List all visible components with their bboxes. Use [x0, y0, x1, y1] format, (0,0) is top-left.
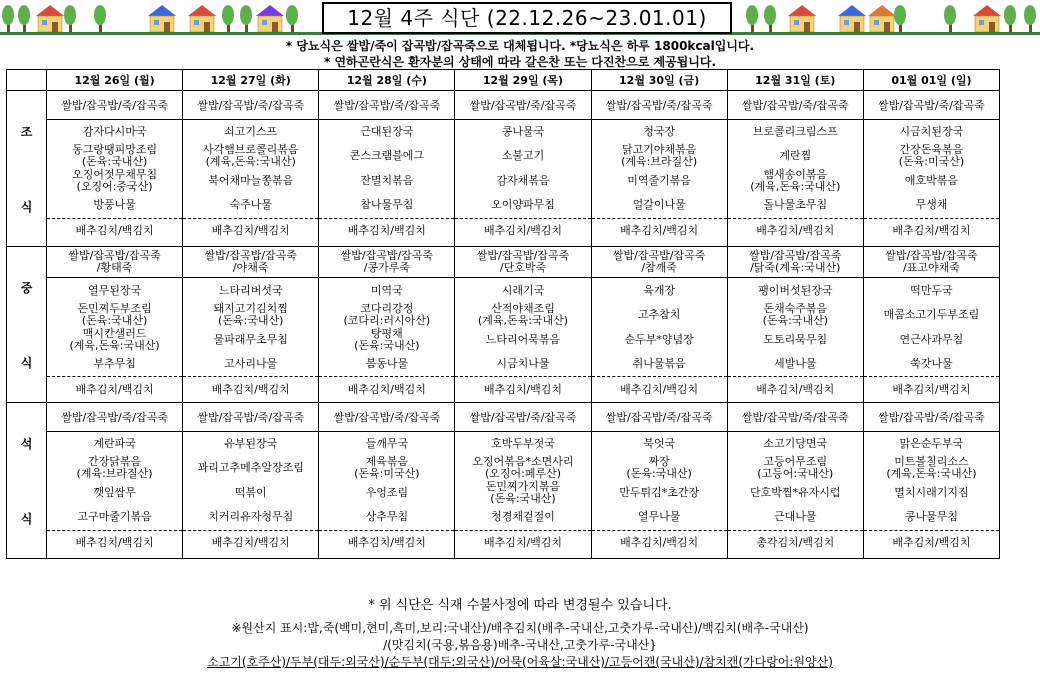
- day-menu-cell: [319, 91, 455, 247]
- menu-item-line: 쌀밥/잡곡밥/잡곡죽: [612, 249, 706, 263]
- day-menu-cell: [183, 91, 319, 247]
- tree-icon: [894, 5, 906, 25]
- day-menu-cell: [863, 403, 999, 559]
- house-door-icon: [52, 22, 58, 32]
- meal-label-top: 중: [20, 280, 33, 295]
- menu-item: [455, 247, 590, 278]
- menu-item: 떡볶이: [234, 485, 267, 499]
- menu-item: 느타리버섯국: [218, 283, 283, 297]
- menu-item: [319, 303, 454, 328]
- menu-item-line: (돈육:국내산): [81, 314, 148, 327]
- menu-item: 쌀밥/잡곡밥/죽/잡곡죽: [455, 406, 590, 432]
- menu-item: 열무된장국: [88, 283, 142, 297]
- menu-item: 떡만두국: [910, 283, 953, 297]
- menu-item: 세발나물: [728, 352, 863, 378]
- menu-item: 미역줄기볶음: [627, 173, 692, 187]
- house-icon: [190, 16, 214, 32]
- menu-item: 배추김치/백김치: [892, 535, 971, 549]
- day-menu-cell: [183, 403, 319, 559]
- menu-item: 고추참치: [637, 308, 681, 321]
- meal-label: [7, 247, 47, 403]
- meal-label: [7, 403, 47, 559]
- menu-item: [455, 303, 590, 328]
- menu-item-line: (계육,돈육:국내산): [205, 155, 296, 169]
- menu-item: 시금치된장국: [899, 124, 964, 138]
- menu-item-line: /표고야채죽: [903, 261, 960, 275]
- menu-item: 우엉조림: [365, 485, 409, 499]
- tree-icon: [18, 5, 30, 25]
- notice-dysphagia: * 연하곤란식은 환자분의 상태에 따라 갈은찬 또는 다진찬으로 제공됩니다.: [323, 55, 717, 69]
- menu-item-line: 동그랑땡피망조림: [72, 143, 158, 157]
- menu-item-line: 쌀밥/잡곡밥/잡곡죽: [204, 249, 297, 263]
- menu-item-line: 햄새송이볶음: [763, 167, 828, 181]
- meal-label-bottom: 식: [20, 511, 33, 526]
- house-door-icon: [204, 22, 210, 32]
- meal-label-bottom: 식: [20, 199, 33, 214]
- house-door-icon: [884, 22, 890, 32]
- menu-item-line: 닭고기야채볶음: [621, 143, 697, 157]
- menu-item: 매콤소고기두부조림: [883, 308, 980, 321]
- house-roof-icon: [838, 5, 866, 16]
- menu-item: 애호박볶음: [904, 173, 958, 187]
- menu-item: 만두튀김*초간장: [619, 485, 700, 499]
- menu-item: 배추김치/백김치: [483, 223, 563, 237]
- menu-item-line: (계육:브라질산): [76, 467, 153, 481]
- menu-item: 상추무침: [319, 505, 454, 531]
- menu-item: 열무나물: [592, 505, 727, 531]
- menu-item: 시래기국: [501, 283, 545, 297]
- day-menu-cell: [727, 247, 863, 403]
- menu-item: [47, 144, 182, 169]
- tree-icon: [222, 5, 234, 25]
- menu-item: 근대나물: [728, 505, 863, 531]
- house-roof-icon: [188, 5, 216, 16]
- origin-label-line-2: /(맛김치(국용,볶음용)배추-국내산,고춧가루-국내산}: [383, 638, 657, 652]
- menu-item: 부추무침: [47, 352, 182, 378]
- meal-label-top: 조: [20, 124, 33, 139]
- menu-item: 고구마줄기볶음: [47, 505, 182, 531]
- menu-item: 맑은순두부국: [899, 436, 964, 450]
- menu-item-line: 제육볶음: [365, 455, 409, 469]
- day-menu-cell: [455, 403, 591, 559]
- house-door-icon: [854, 22, 860, 32]
- menu-item-line: 코다리강정: [360, 302, 414, 315]
- meal-row: [7, 91, 1000, 247]
- house-window-icon: [794, 20, 799, 25]
- menu-item: 쌀밥/잡곡밥/죽/잡곡죽: [47, 94, 182, 120]
- menu-item: 근대된장국: [360, 124, 414, 138]
- change-notice: * 위 식단은 식재 수불사정에 따라 변경될수 있습니다.: [368, 598, 672, 613]
- menu-item: 북엇국: [643, 436, 676, 450]
- menu-item: 쑥갓나물: [864, 352, 999, 378]
- menu-item: 무생채: [864, 193, 999, 219]
- meal-label-top: 석: [20, 436, 33, 451]
- house-icon: [38, 16, 62, 32]
- menu-item: 들깨무국: [365, 436, 409, 450]
- menu-item: 취나물볶음: [592, 352, 727, 378]
- menu-item: [47, 456, 182, 481]
- menu-item: [728, 456, 863, 481]
- corner-cell: [7, 70, 47, 91]
- menu-item-line: (계육:브라질산): [621, 155, 698, 169]
- menu-item: [728, 247, 863, 278]
- tree-icon: [64, 5, 76, 25]
- menu-item-line: 쌀밥/잡곡밥/잡곡죽: [476, 249, 570, 263]
- menu-item: 얼갈이나물: [592, 193, 727, 219]
- tree-icon: [746, 5, 758, 25]
- menu-item: 배추김치/백김치: [756, 382, 835, 396]
- menu-item: [47, 327, 182, 352]
- menu-item-line: (계육,돈육:국내산): [750, 179, 841, 193]
- house-window-icon: [42, 20, 47, 25]
- menu-item-line: (계육,돈육:국내산): [477, 314, 569, 327]
- house-door-icon: [272, 22, 278, 32]
- origin-label-line-3-text: 소고기(호주산)/두부(대두:외국산)/순두부(대두:외국산)/어묵(어육살:국내산)/고등어캔(국내산)/참치캔(가다랑어:원양산): [207, 655, 833, 669]
- menu-item: 배추김치/백김치: [347, 223, 426, 237]
- menu-item: 미역국: [370, 283, 403, 297]
- menu-item: 참나물무침: [319, 193, 454, 219]
- menu-item: [319, 327, 454, 352]
- menu-item: [592, 456, 727, 481]
- menu-item: [47, 247, 182, 278]
- menu-item: 콘스크램블에그: [349, 149, 425, 163]
- menu-item-line: /야채죽: [232, 261, 269, 275]
- menu-item-line: (계육,돈육:국내산): [886, 467, 977, 481]
- menu-item: 쌀밥/잡곡밥/죽/잡곡죽: [319, 94, 454, 120]
- day-menu-cell: [591, 91, 727, 247]
- menu-item: 배추김치/백김치: [211, 223, 290, 237]
- menu-item: 쌀밥/잡곡밥/죽/잡곡죽: [47, 406, 182, 432]
- day-menu-cell: [863, 91, 999, 247]
- menu-item: [47, 169, 182, 194]
- menu-item-line: /참깨죽: [641, 261, 677, 275]
- menu-item: 배추김치/백김치: [756, 223, 835, 237]
- meal-row: [7, 247, 1000, 403]
- menu-item-line: (오징어:중국산): [76, 179, 153, 193]
- menu-item: 콩나물국: [501, 124, 545, 138]
- menu-item: 고사리나물: [183, 352, 318, 378]
- menu-item: 배추김치/백김치: [347, 382, 426, 396]
- menu-item: 소고기당면국: [763, 436, 828, 450]
- menu-item: 쌀밥/잡곡밥/죽/잡곡죽: [592, 406, 727, 432]
- menu-item: 총각김치/백김치: [756, 535, 835, 549]
- menu-item: [319, 456, 454, 481]
- day-header-row: [7, 70, 1000, 91]
- day-menu-cell: [47, 247, 183, 403]
- menu-item: 오이양파무침: [455, 193, 590, 219]
- menu-item: 육개장: [643, 283, 676, 297]
- menu-item-line: (돈육:국내산): [354, 338, 420, 352]
- menu-item: [183, 247, 318, 278]
- house-icon: [258, 16, 282, 32]
- house-door-icon: [804, 22, 810, 32]
- menu-item-line: (돈육:국내산): [81, 155, 148, 169]
- menu-item-line: 고등어무조림: [763, 455, 828, 469]
- menu-item-line: (돈육:미국산): [898, 155, 965, 169]
- day-header: 12월 28일 (수): [319, 70, 455, 91]
- page-title: 12월 4주 식단 (22.12.26~23.01.01): [322, 2, 732, 34]
- menu-item: 청경채겉절이: [455, 505, 590, 531]
- tree-icon: [1004, 5, 1016, 25]
- menu-item-line: 쌀밥/잡곡밥/잡곡죽: [340, 249, 434, 263]
- menu-item-line: 미트볼칠리소스: [894, 455, 969, 469]
- menu-item-line: 간장돈육볶음: [899, 143, 964, 157]
- day-header: 01월 01일 (일): [863, 70, 999, 91]
- menu-item: 콩나물무침: [864, 505, 999, 531]
- day-menu-cell: [863, 247, 999, 403]
- menu-item: 시금치나물: [455, 352, 590, 378]
- menu-item: 감자채볶음: [496, 173, 550, 187]
- origin-label-line-1: ※원산지 표시:밥,죽(백미,현미,흑미,보리:국내산)/배추김치(배추-국내산,고춧가루-국내산)/백김치(배추-국내산): [231, 621, 809, 635]
- menu-item-line: 오징어젓무채무침: [72, 167, 158, 181]
- menu-item: 팽이버섯된장국: [758, 283, 833, 297]
- menu-item: 배추김치/백김치: [75, 535, 154, 549]
- menu-item: [455, 481, 590, 506]
- menu-item: 배추김치/백김치: [75, 223, 154, 237]
- day-menu-cell: [455, 91, 591, 247]
- menu-item-line: 돈민찌두부조림: [77, 302, 152, 315]
- menu-item: 쌀밥/잡곡밥/죽/잡곡죽: [864, 406, 999, 432]
- menu-item: [864, 247, 999, 278]
- menu-item-line: 산적야채조림: [491, 302, 555, 315]
- house-roof-icon: [868, 5, 896, 16]
- tree-icon: [240, 5, 252, 25]
- menu-item: 계란찜: [779, 149, 812, 163]
- day-menu-cell: [319, 403, 455, 559]
- menu-item: 쌀밥/잡곡밥/죽/잡곡죽: [728, 94, 863, 120]
- day-menu-cell: [591, 403, 727, 559]
- day-menu-cell: [455, 247, 591, 403]
- tree-icon: [94, 5, 106, 25]
- menu-item: 북어채마늘쫑볶음: [208, 173, 294, 187]
- house-roof-icon: [973, 5, 1001, 16]
- menu-item: 잔멸치볶음: [360, 173, 414, 187]
- weekly-menu-table: [6, 69, 1000, 559]
- house-door-icon: [164, 22, 170, 32]
- menu-item: [728, 169, 863, 194]
- menu-item: 배추김치/백김치: [347, 535, 426, 549]
- house-icon: [790, 16, 814, 32]
- menu-item: 감자다시마국: [82, 124, 147, 138]
- menu-item-line: (오징어:페루산): [484, 467, 562, 481]
- menu-item: 브로콜리크림스프: [752, 124, 838, 138]
- menu-item: 유부된장국: [224, 436, 278, 450]
- menu-item: 쌀밥/잡곡밥/죽/잡곡죽: [455, 94, 590, 120]
- house-roof-icon: [256, 5, 284, 16]
- menu-item: [183, 144, 318, 169]
- house-door-icon: [989, 22, 995, 32]
- house-window-icon: [262, 20, 267, 25]
- origin-label-line-3: [0, 653, 1040, 670]
- menu-item-line: (고등어:국내산): [757, 467, 834, 481]
- menu-item: 깻잎쌈무: [93, 485, 136, 499]
- menu-item: 물파래무초무침: [213, 332, 288, 346]
- menu-item: 쌀밥/잡곡밥/죽/잡곡죽: [183, 406, 318, 432]
- menu-item-line: 사각햄브로콜리볶음: [202, 143, 299, 157]
- menu-item: 숙주나물: [183, 193, 318, 219]
- menu-item: 배추김치/백김치: [483, 535, 563, 549]
- menu-item-line: (돈육:국내산): [490, 491, 556, 505]
- tree-icon: [944, 5, 956, 25]
- menu-item: 배추김치/백김치: [483, 382, 563, 396]
- menu-item: 돌나물초무침: [728, 193, 863, 219]
- menu-item: [455, 456, 590, 481]
- menu-item: 배추김치/백김치: [211, 535, 290, 549]
- menu-item-line: 맥시칸샐러드: [82, 326, 147, 340]
- menu-item-line: 쌀밥/잡곡밥/잡곡죽: [885, 249, 978, 263]
- menu-item: 치커리유자청무침: [183, 505, 318, 531]
- tree-icon: [2, 5, 14, 25]
- menu-item: [47, 303, 182, 328]
- day-menu-cell: [47, 91, 183, 247]
- house-window-icon: [979, 20, 984, 25]
- house-window-icon: [844, 20, 849, 25]
- menu-item: [183, 303, 318, 328]
- menu-item-line: 돼지고기김치찜: [213, 302, 288, 315]
- menu-item: 쌀밥/잡곡밥/죽/잡곡죽: [728, 406, 863, 432]
- menu-item: 쌀밥/잡곡밥/죽/잡곡죽: [319, 406, 454, 432]
- menu-item: 멸치시래기지짐: [894, 485, 969, 499]
- menu-item: 쌀밥/잡곡밥/죽/잡곡죽: [183, 94, 318, 120]
- day-menu-cell: [591, 247, 727, 403]
- menu-item-line: 돈채숙주볶음: [763, 302, 828, 315]
- menu-item: 꽈리고추메추알장조림: [197, 461, 304, 475]
- menu-item: [319, 247, 454, 278]
- house-icon: [840, 16, 864, 32]
- menu-item: 배추김치/백김치: [892, 382, 971, 396]
- menu-item: 청국장: [643, 124, 676, 138]
- menu-item-line: (돈육:국내산): [626, 467, 692, 481]
- house-roof-icon: [148, 5, 176, 16]
- menu-item: 배추김치/백김치: [75, 382, 154, 396]
- house-roof-icon: [788, 5, 816, 16]
- menu-item: 도토리묵무침: [763, 332, 828, 346]
- day-header: 12월 31일 (토): [727, 70, 863, 91]
- house-icon: [870, 16, 894, 32]
- menu-item: 배추김치/백김치: [892, 223, 971, 237]
- menu-item: 소불고기: [501, 149, 545, 163]
- meal-label: [7, 91, 47, 247]
- menu-item: 계란파국: [93, 436, 136, 450]
- menu-item: 느타리어묵볶음: [485, 332, 561, 346]
- menu-item-line: 오징어볶음*소면사리: [472, 455, 574, 469]
- menu-item-line: (코다리:러시아산): [343, 314, 431, 327]
- menu-item: [864, 456, 999, 481]
- menu-item: 연근사과무침: [899, 332, 964, 346]
- house-window-icon: [874, 20, 879, 25]
- day-header: 12월 27일 (화): [183, 70, 319, 91]
- menu-item: 배추김치/백김치: [620, 535, 699, 549]
- menu-item: 쌀밥/잡곡밥/죽/잡곡죽: [864, 94, 999, 120]
- day-menu-cell: [727, 91, 863, 247]
- menu-item: [592, 144, 727, 169]
- menu-item: 쇠고기스프: [224, 124, 278, 138]
- meal-row: [7, 403, 1000, 559]
- house-icon: [150, 16, 174, 32]
- menu-item: [864, 144, 999, 169]
- menu-item: 순두부*양념장: [624, 332, 694, 346]
- menu-item-line: 짜장: [648, 455, 670, 469]
- menu-item-line: /닭죽(계육:국내산): [750, 261, 841, 275]
- menu-item: [728, 303, 863, 328]
- menu-item: 단호박찜*유자시럽: [750, 485, 841, 499]
- menu-item-line: /콩가루죽: [363, 261, 410, 275]
- tree-icon: [286, 5, 298, 25]
- menu-item-line: 쌀밥/잡곡밥/잡곡죽: [68, 249, 161, 263]
- day-header: 12월 26일 (월): [47, 70, 183, 91]
- menu-item: 봄동나물: [319, 352, 454, 378]
- menu-item-line: (돈육:국내산): [218, 314, 284, 327]
- notice-diabetic: * 당뇨식은 쌀밥/죽이 잡곡밥/잡곡죽으로 대체됩니다. *당뇨식은 하루 1800kcal입니다.: [285, 39, 755, 53]
- menu-item: 호박두부젓국: [491, 436, 555, 450]
- house-icon: [975, 16, 999, 32]
- menu-item-line: /황태죽: [96, 261, 133, 275]
- day-menu-cell: [183, 247, 319, 403]
- day-header: 12월 29일 (목): [455, 70, 591, 91]
- day-menu-cell: [319, 247, 455, 403]
- menu-item-line: 탕평채: [370, 326, 403, 340]
- menu-item: 배추김치/백김치: [211, 382, 290, 396]
- house-window-icon: [194, 20, 199, 25]
- day-menu-cell: [47, 403, 183, 559]
- day-header: 12월 30일 (금): [591, 70, 727, 91]
- menu-item: 배추김치/백김치: [620, 223, 699, 237]
- day-menu-cell: [727, 403, 863, 559]
- menu-item: 쌀밥/잡곡밥/죽/잡곡죽: [592, 94, 727, 120]
- menu-item-line: 돈민찌가지볶음: [485, 479, 561, 493]
- menu-item-line: (돈육:국내산): [762, 314, 828, 327]
- house-roof-icon: [36, 5, 64, 16]
- menu-item: 배추김치/백김치: [620, 382, 699, 396]
- menu-item-line: 쌀밥/잡곡밥/잡곡죽: [749, 249, 842, 263]
- menu-item: 방풍나물: [47, 193, 182, 219]
- menu-item-line: 간장닭볶음: [88, 455, 142, 469]
- house-window-icon: [154, 20, 159, 25]
- tree-icon: [1024, 5, 1036, 25]
- menu-item-line: /단호박죽: [499, 261, 547, 275]
- menu-item-line: (돈육:미국산): [354, 467, 420, 481]
- menu-item: [592, 247, 727, 278]
- meal-label-bottom: 식: [20, 355, 33, 370]
- menu-item-line: (계육,돈육:국내산): [69, 338, 160, 352]
- tree-icon: [764, 5, 776, 25]
